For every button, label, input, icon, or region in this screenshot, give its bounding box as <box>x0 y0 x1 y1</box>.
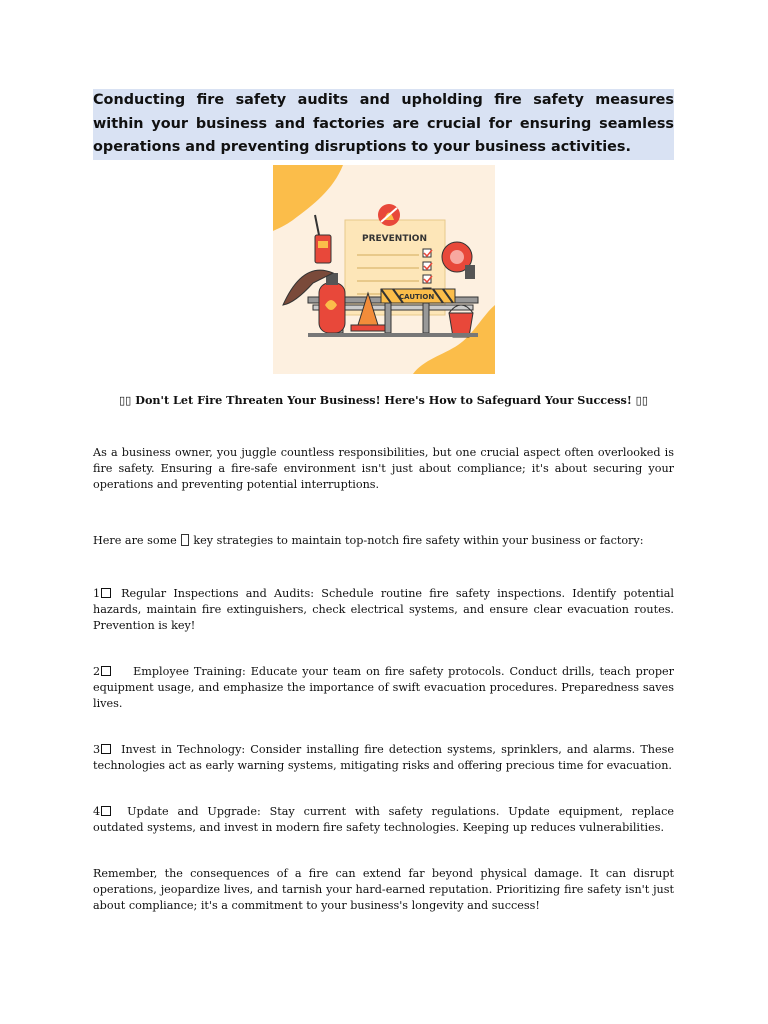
intro-paragraph: As a business owner, you juggle countless responsibilities, but one crucial aspect often overlooked is fire safety. Ensuring a fire-safe environment isn't just about compliance; it's about securing your operations and preventing potential interruptions. <box>93 446 674 491</box>
strategy-number: 4 <box>93 805 101 818</box>
strategy-number: 3 <box>93 743 101 756</box>
strategy-number: 1 <box>93 587 101 600</box>
subtitle-left-emoji: ▯▯ <box>119 393 132 407</box>
lead-paragraph <box>93 533 674 549</box>
lead-after: key strategies to maintain top-notch fire safety within your business or factory: <box>193 534 644 547</box>
subtitle-right-emoji: ▯▯ <box>635 393 648 407</box>
strategy-item <box>93 742 674 774</box>
strategy-text: Update and Upgrade: Stay current with safety regulations. Update equipment, replace outdated systems, and invest in modern fire safety technologies. Keeping up reduces vulnerabilities. <box>93 805 674 834</box>
strategy-number: 2 <box>93 665 101 678</box>
closing-paragraph: Remember, the consequences of a fire can extend far beyond physical damage. It can disrupt operations, jeopardize lives, and tarnish your hard-earned reputation. Prioritizing fire safety isn't just about compliance; it's a commitment to your business's longevity and success! <box>93 867 674 912</box>
caution-label: CAUTION <box>399 293 435 301</box>
keycap-box-icon <box>101 744 111 754</box>
headline-highlight: Conducting fire safety audits and upholding fire safety measures within your business and factories are crucial for ensuring seamless operations and preventing disruptions to your business activities. <box>93 89 674 160</box>
strategy-item <box>93 664 674 711</box>
prevention-label: PREVENTION <box>362 234 427 244</box>
keycap-box-icon <box>101 666 111 676</box>
sparkle-icon <box>181 534 189 546</box>
strategy-text: Employee Training: Educate your team on fire safety protocols. Conduct drills, teach proper equipment usage, and emphasize the importance of swift evacuation procedures. Preparedness saves lives. <box>93 665 674 710</box>
strategy-item <box>93 586 674 633</box>
lead-before: Here are some <box>93 534 177 547</box>
subtitle-text: Don't Let Fire Threaten Your Business! Here's How to Safeguard Your Success! <box>135 393 632 407</box>
fire-prevention-illustration <box>273 165 495 374</box>
subtitle <box>93 392 674 408</box>
keycap-box-icon <box>101 588 111 598</box>
strategy-text: Regular Inspections and Audits: Schedule routine fire safety inspections. Identify potential hazards, maintain fire extinguishers, check electrical systems, and ensure clear evacuation routes. Prevention is key! <box>93 587 674 632</box>
strategy-text: Invest in Technology: Consider installing fire detection systems, sprinklers, and alarms. These technologies act as early warning systems, mitigating risks and offering precious time for evacuation. <box>93 743 674 772</box>
strategy-item <box>93 804 674 836</box>
keycap-box-icon <box>101 806 111 816</box>
